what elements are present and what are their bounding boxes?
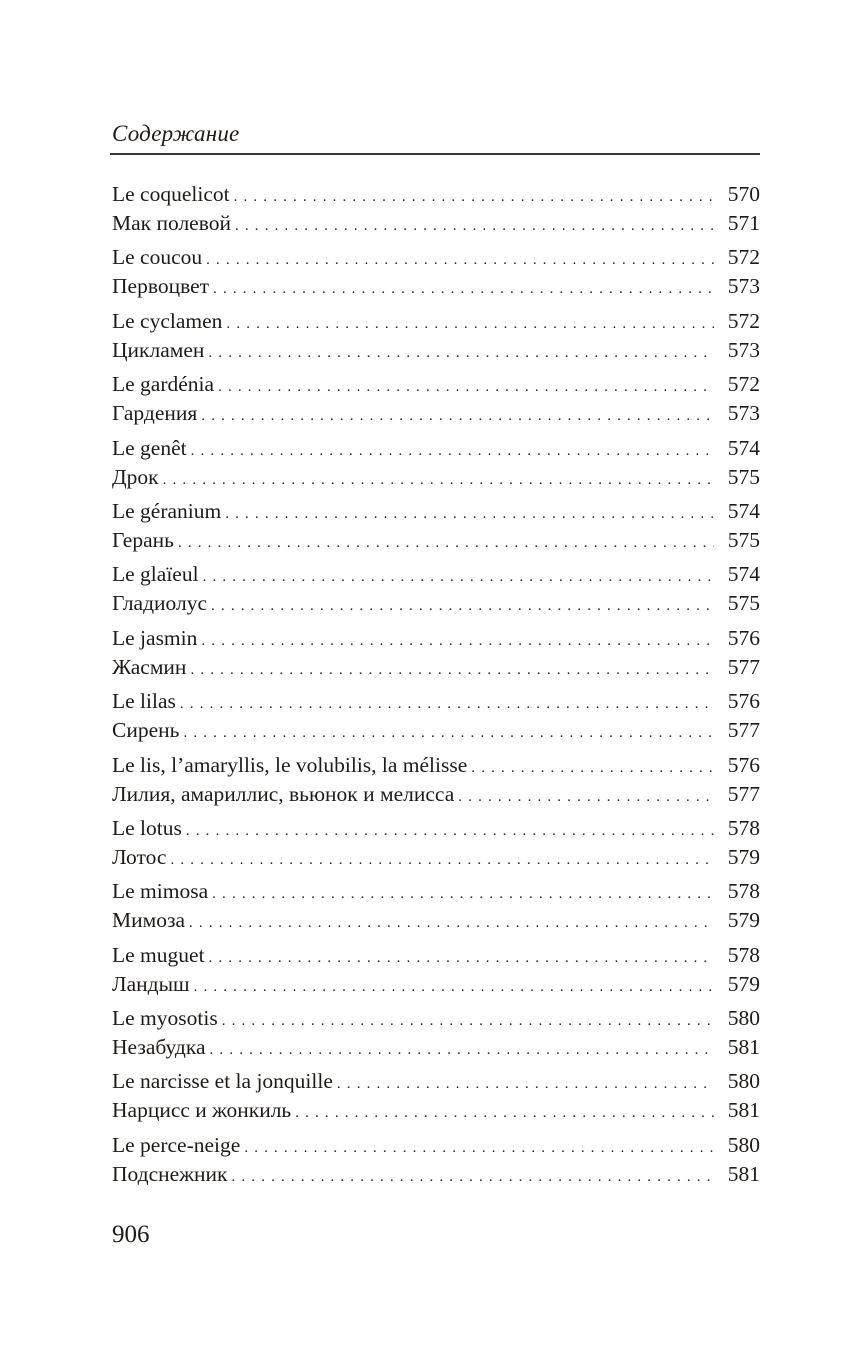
page-number: 580 [727,1132,760,1157]
toc-row-russian[interactable] [112,1033,760,1062]
toc-entry [112,877,760,940]
page-number: 577 [727,654,760,679]
toc-row-french[interactable] [112,307,760,336]
dot-leader [226,310,714,339]
toc-row-russian[interactable] [112,1160,760,1189]
toc-row-french[interactable] [112,624,760,653]
entry-title: Le gardénia [112,372,215,397]
page-number: 574 [727,562,760,587]
dot-leader [232,1163,715,1192]
entry-title: Герань [112,527,174,552]
toc-entry [112,1004,760,1067]
entry-title: Le narcisse et la jonquille [112,1069,333,1094]
page-number: 578 [727,815,760,840]
toc-row-russian[interactable] [112,589,760,618]
entry-title: Незабудка [112,1035,206,1060]
dot-leader [163,466,714,495]
entry-title: Первоцвет [112,274,210,299]
entry-title: Нарцисс и жонкиль [112,1098,292,1123]
page-number: 570 [727,182,760,206]
entry-title: Le géranium [112,498,222,523]
dot-leader [206,246,714,275]
toc-row-russian[interactable] [112,272,760,301]
dot-leader [190,656,714,685]
dot-leader [213,275,714,304]
toc-row-french[interactable] [112,497,760,526]
folio-page-number: 906 [112,1221,150,1248]
toc-row-russian[interactable] [112,463,760,492]
page-number: 573 [727,401,760,426]
toc-entry [112,624,760,687]
toc-entry [112,434,760,497]
toc-row-french[interactable] [112,1067,760,1096]
page-number: 575 [727,591,760,616]
entry-title: Le jasmin [112,625,198,650]
dot-leader [471,754,714,783]
dot-leader [244,1134,714,1163]
entry-title: Гладиолус [112,591,208,616]
toc-entry [112,941,760,1004]
page-number: 572 [727,372,760,397]
dot-leader [189,909,714,938]
entry-title: Le mimosa [112,879,209,904]
page-number: 577 [727,781,760,806]
entry-title: Жасмин [112,654,187,679]
dot-leader [201,402,714,431]
entry-title: Le coucou [112,245,203,270]
toc-entry [112,814,760,877]
dot-leader [234,183,714,212]
toc-entry [112,370,760,433]
toc-row-russian[interactable] [112,526,760,555]
dot-leader [222,1007,714,1036]
dot-leader [210,1036,715,1065]
dot-leader [295,1099,714,1128]
dot-leader [218,373,714,402]
dot-leader [235,212,714,241]
page-number: 572 [727,245,760,270]
page-number: 580 [727,1006,760,1031]
toc-row-french[interactable] [112,180,760,209]
page-number: 578 [727,879,760,904]
page-number: 579 [727,971,760,996]
toc-row-russian[interactable] [112,209,760,238]
dot-leader [212,880,714,909]
toc-row-russian[interactable] [112,399,760,428]
dot-leader [170,846,714,875]
toc-row-french[interactable] [112,941,760,970]
toc-row-french[interactable] [112,370,760,399]
toc-list [112,180,760,1194]
toc-row-russian[interactable] [112,843,760,872]
toc-row-russian[interactable] [112,653,760,682]
page-number: 571 [727,211,760,235]
toc-entry [112,243,760,306]
entry-title: Ландыш [112,971,190,996]
toc-entry [112,307,760,370]
entry-title: Le myosotis [112,1006,218,1031]
dot-leader [203,563,714,592]
toc-entry [112,751,760,814]
toc-row-russian[interactable] [112,336,760,365]
entry-title: Дрок [112,464,159,489]
page-number: 576 [727,752,760,777]
entry-title: Le muguet [112,942,205,967]
toc-row-french[interactable] [112,1131,760,1160]
entry-title: Подснежник [112,1161,228,1186]
dot-leader [211,592,714,621]
page-number: 574 [727,435,760,460]
page-number: 581 [727,1035,760,1060]
toc-entry [112,560,760,623]
entry-title: Гардения [112,401,198,426]
running-head: Содержание [112,121,240,146]
page-number: 573 [727,337,760,362]
toc-entry [112,180,760,243]
dot-leader [201,627,714,656]
entry-title: Лотос [112,844,167,869]
toc-row-french[interactable] [112,814,760,843]
toc-entry [112,1131,760,1194]
page-number: 575 [727,464,760,489]
dot-leader [178,529,714,558]
dot-leader [225,500,714,529]
page-number: 579 [727,908,760,933]
toc-row-french[interactable] [112,560,760,589]
toc-row-french[interactable] [112,1004,760,1033]
toc-row-russian[interactable] [112,906,760,935]
dot-leader [458,783,714,812]
entry-title: Мак полевой [112,211,231,235]
page-number: 579 [727,844,760,869]
page-number: 573 [727,274,760,299]
entry-title: Le cyclamen [112,308,223,333]
page-number: 576 [727,689,760,714]
page-number: 576 [727,625,760,650]
page-number: 574 [727,498,760,523]
page-number: 580 [727,1069,760,1094]
toc-row-french[interactable] [112,751,760,780]
entry-title: Цикламен [112,337,205,362]
toc-entry [112,687,760,750]
toc-entry [112,1067,760,1130]
entry-title: Le coquelicot [112,182,230,206]
page-number: 581 [727,1098,760,1123]
dot-leader [183,719,714,748]
dot-leader [194,973,714,1002]
entry-title: Лилия, амариллис, вьюнок и мелисса [112,781,455,806]
entry-title: Мимоза [112,908,186,933]
dot-leader [186,817,714,846]
dot-leader [191,437,714,466]
toc-row-french[interactable] [112,687,760,716]
toc-row-french[interactable] [112,434,760,463]
dot-leader [337,1070,714,1099]
toc-entry [112,497,760,560]
entry-title: Le lotus [112,815,182,840]
page-number: 572 [727,308,760,333]
dot-leader [180,690,714,719]
page-number: 578 [727,942,760,967]
page-number: 577 [727,718,760,743]
dot-leader [208,339,714,368]
page-number: 581 [727,1161,760,1186]
header-rule [110,153,760,155]
toc-row-french[interactable] [112,243,760,272]
page-number: 575 [727,527,760,552]
entry-title: Le glaïeul [112,562,199,587]
entry-title: Сирень [112,718,180,743]
entry-title: Le genêt [112,435,187,460]
toc-row-french[interactable] [112,877,760,906]
toc-row-russian[interactable] [112,1096,760,1125]
toc-row-russian[interactable] [112,780,760,809]
dot-leader [209,944,714,973]
entry-title: Le lis, l’amaryllis, le volubilis, la mélisse [112,752,468,777]
toc-row-russian[interactable] [112,970,760,999]
toc-row-russian[interactable] [112,716,760,745]
entry-title: Le lilas [112,689,176,714]
entry-title: Le perce-neige [112,1132,241,1157]
